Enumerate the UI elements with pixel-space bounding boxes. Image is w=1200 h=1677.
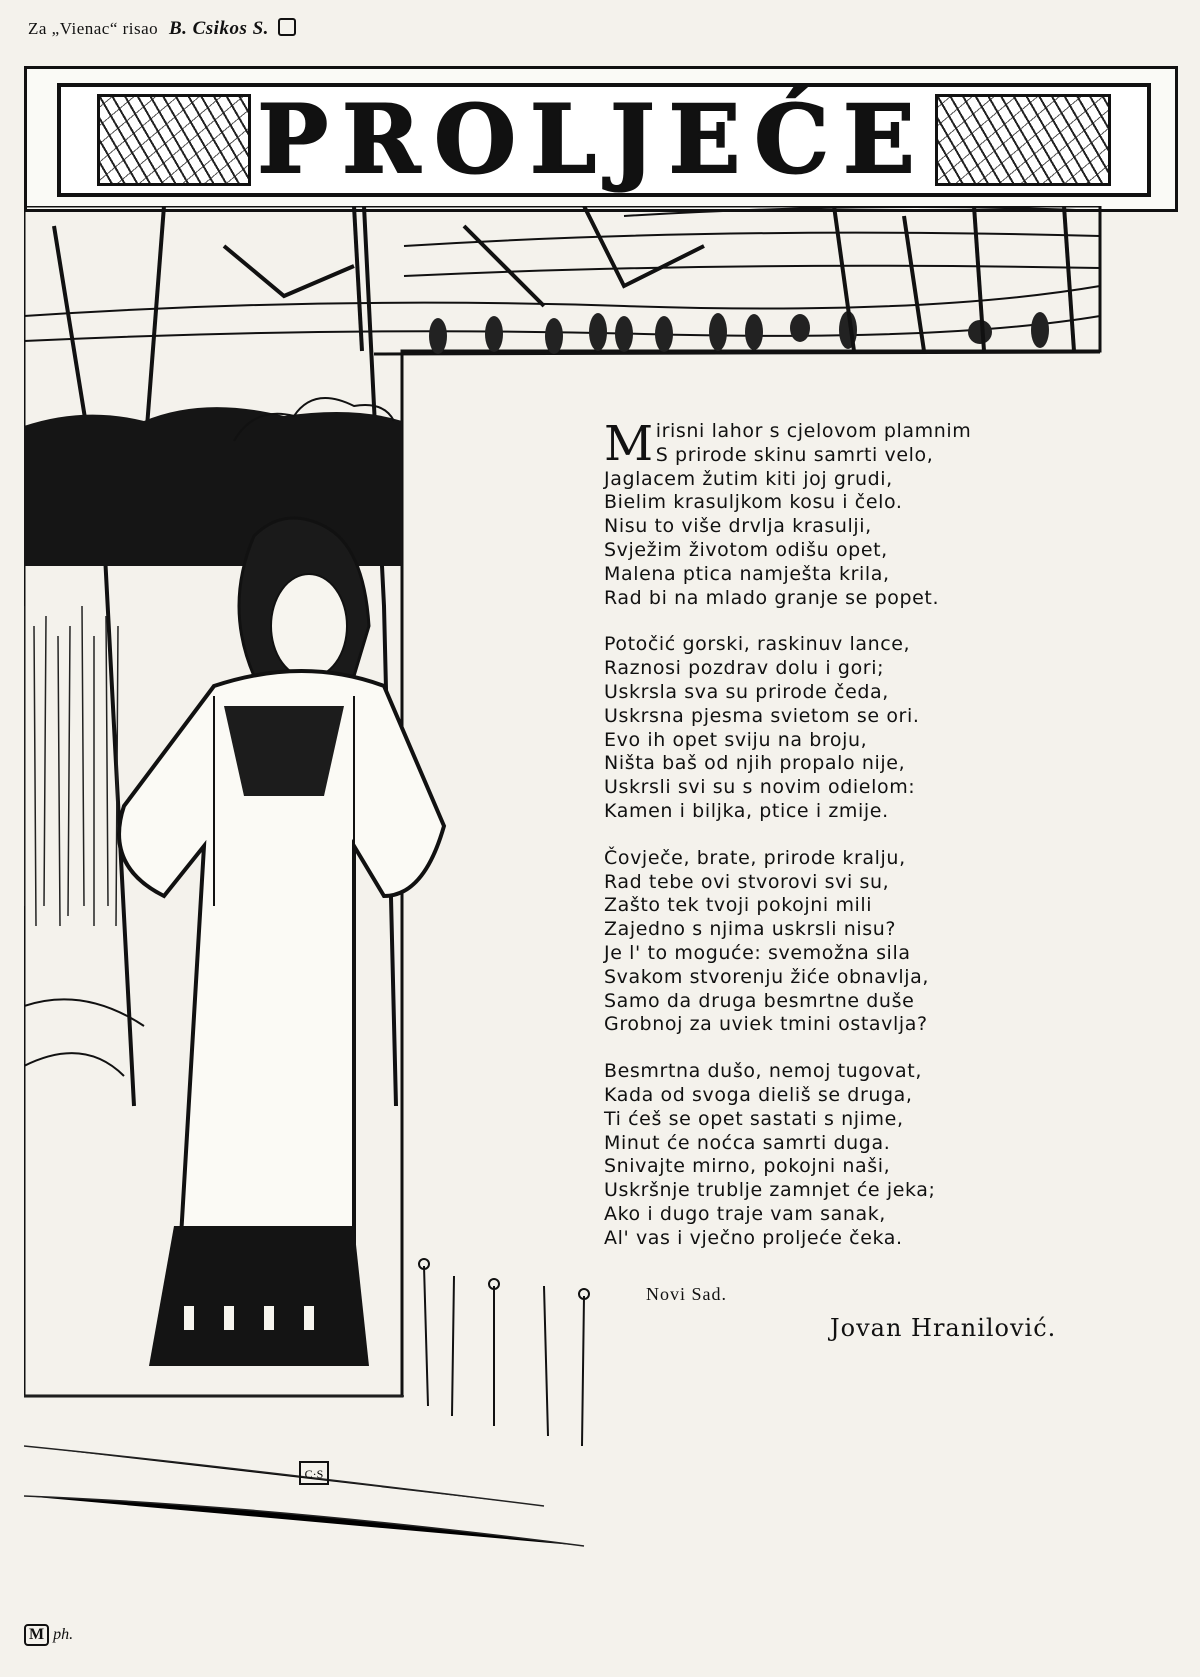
poem-line: Zajedno s njima uskrsli nisu? <box>604 918 897 941</box>
poem-line: Bielim krasuljkom kosu i čelo. <box>604 491 903 514</box>
author-signature: Jovan Hranilović. <box>830 1314 1057 1342</box>
leaf-ornament-left-icon <box>97 94 251 186</box>
woman-figure <box>119 518 444 1366</box>
stanza-4 <box>604 1060 1074 1250</box>
sky-lines <box>24 207 1100 341</box>
poem-line: Rad tebe ovi stvorovi svi su, <box>604 870 890 893</box>
leaf-ornament-right-icon <box>935 94 1111 186</box>
poem-line: Nisu to više drvlja krasulji, <box>604 515 872 538</box>
poem-line: Malena ptica namješta krila, <box>604 562 890 585</box>
poem-line: S prirode skinu samrti velo, <box>655 443 934 466</box>
poem-line: Zašto tek tvoji pokojni mili <box>604 894 873 917</box>
poem-line: Uskrsli svi su s novim odielom: <box>604 776 916 799</box>
credit-artist: B. Csikos S. <box>168 18 269 39</box>
poem-line: Je l' to moguće: svemožna sila <box>604 941 911 964</box>
poem-line: Uskrsla sva su prirode čeda, <box>604 680 889 703</box>
poem-line: Kamen i biljka, ptice i zmije. <box>604 799 889 822</box>
engraver-mark-suffix: ph. <box>53 1626 74 1643</box>
place-of-writing: Novi Sad. <box>646 1284 727 1304</box>
poem-line: Ti ćeš se opet sastati s njime, <box>604 1107 904 1130</box>
poem-line: Besmrtna dušo, nemoj tugovat, <box>604 1060 922 1083</box>
poem-line: Kada od svoga dieliš se druga, <box>604 1083 913 1106</box>
poem-line: Čovječe, brate, prirode kralju, <box>604 846 906 869</box>
title-band <box>57 83 1151 197</box>
poem-line: Uskršnje trublje zamnjet će jeka; <box>604 1179 936 1202</box>
wildflowers <box>419 1259 589 1446</box>
footpath <box>24 999 144 1076</box>
illustration-credit <box>28 18 296 40</box>
poem-line: Ako i dugo traje vam sanak, <box>604 1202 886 1225</box>
artist-monogram: C·S <box>304 1467 324 1481</box>
drop-cap: M <box>604 416 654 472</box>
poem-line: Svakom stvorenju žiće obnavlja, <box>604 965 930 988</box>
title-frame <box>24 66 1178 212</box>
engraver-mark <box>24 1624 73 1646</box>
poem-line: Ništa baš od njih propalo nije, <box>604 752 906 775</box>
poem-line: Al' vas i vječno proljeće čeka. <box>604 1226 903 1249</box>
poem-line: Minut će noćca samrti duga. <box>604 1131 891 1154</box>
poem-line: Uskrsna pjesma svietom se ori. <box>604 704 920 727</box>
artist-stamp-icon <box>278 18 296 36</box>
bird-branch <box>374 352 1100 354</box>
poem-line: Snivajte mirno, pokojni naši, <box>604 1155 891 1178</box>
engraver-mark-letter: M <box>24 1624 49 1646</box>
poem-line: Grobnoj za uviek tmini ostavlja? <box>604 1013 928 1036</box>
credit-prefix: Za „Vienac“ risao <box>28 19 159 38</box>
poem-line: Raznosi pozdrav dolu i gori; <box>604 657 885 680</box>
poem <box>604 416 1074 1274</box>
poem-line: Samo da druga besmrtne duše <box>604 989 915 1012</box>
poem-line: irisni lahor s cjelovom plamnim <box>655 420 972 442</box>
poem-line: Evo ih opet sviju na broju, <box>604 728 868 751</box>
poem-line: Jaglacem žutim kiti joj grudi, <box>604 467 893 490</box>
stanza-3 <box>604 847 1074 1037</box>
poem-line: Rad bi na mlado granje se popet. <box>604 586 940 609</box>
stanza-2 <box>604 633 1074 823</box>
page-title: PROLJEĆE <box>257 85 929 195</box>
stanza-1 <box>604 416 1074 610</box>
poem-line: Svježim životom odišu opet, <box>604 538 888 561</box>
poem-line: Potočić gorski, raskinuv lance, <box>604 633 911 656</box>
